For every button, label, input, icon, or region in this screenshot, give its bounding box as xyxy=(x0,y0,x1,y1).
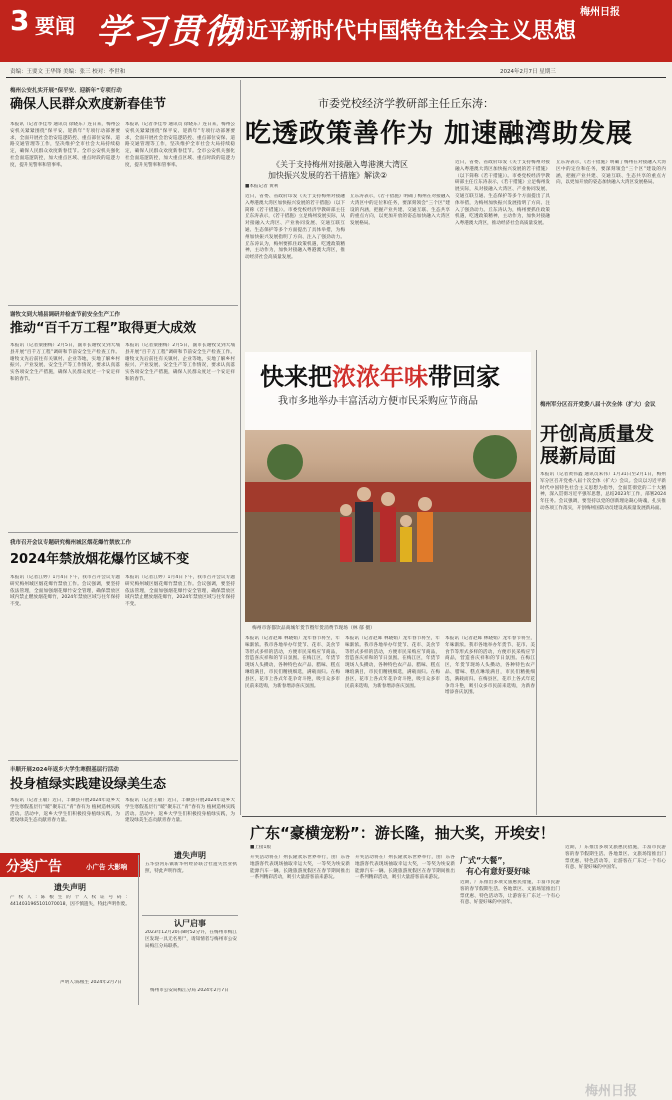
feature-title: 快来把浓浓年味带回家 xyxy=(260,363,500,391)
main-byline: ■本报记者 黄利 xyxy=(245,184,279,189)
divider xyxy=(8,305,238,306)
main-body-col2: 丘东涛表示，《若干措施》明确了梅州在对接融入大湾区中的定位和任务，要深刻领会“三个区”建设的内涵，把握产业共建、交通互联、生态共享的重点方向，以更加开放的姿态加快融入大湾区发展格局。 xyxy=(350,194,450,227)
left-mid-headline: 推动“百千万工程”取得更大成效 xyxy=(10,321,197,336)
bottom-body-col1: 开奖活动将在广州长隆欢乐世界举行，由广东各地游客代表现场抽取幸运大奖，一等奖为埃安新能源汽车一辆。长隆旅游度假区在春节期间推出一系列精彩活动，吸引大量游客前来游玩。 xyxy=(250,855,350,881)
bottom-sub-kicker-2: 有心有意好耍好味 xyxy=(466,867,530,876)
bottom-body-col4: 近期，广东推出多项文旅惠民措施，丰富市民游客的春节假期生活。各地景区、文旅场馆推出门票优惠、特色活动等，让游客在广东过一个有心有意、好耍好味的中国年。 xyxy=(565,845,666,871)
divider xyxy=(242,816,666,817)
left-low-body-col2: 本报讯（记者江婷）1月4日下午，我市召开会议专题研究梅州城区烟花爆竹禁放工作。会议强调，要坚持依法管理，全面加强烟花爆竹安全管理，确保禁放区域内禁止燃放烟花爆竹，2024年禁放区域与往年保持不变。 xyxy=(125,575,235,608)
page-number: 3 xyxy=(10,6,38,36)
feature-body-col3: 本报讯（记者赵晖 林晓娟）龙年春节将至，年味渐浓。我市各地举办年货节、花市、美食节等形式多样的活动，方便市民采购应节商品，营造喜庆祥和的节日氛围。在梅江区，年货节现场人头攒动，各种特色农产品、腊味、糕点琳琅满目，市民们精挑细选，满载而归。在梅县区，花市上各式年花争奇斗艳，吸引众多市民前来选购，为新春增添喜庆氛围。 xyxy=(445,636,535,696)
classified-title: 分类广告 xyxy=(6,859,62,875)
bottom-headline: 广东“豪横宠粉”：游长隆，抽大奖，开埃安！ xyxy=(250,824,555,842)
left-low-kicker: 我市召开会议专题研究梅州城区烟花爆竹禁放工作 xyxy=(10,540,132,546)
masthead-rule xyxy=(6,77,666,78)
divider xyxy=(8,532,238,533)
watermark: 梅州日报 xyxy=(585,1084,638,1099)
left-mid-kicker: 谢牧文到大埔县调研并检查节前安全生产工作 xyxy=(10,312,121,318)
slogan-calligraphy: 学习贯彻 xyxy=(96,12,240,52)
left-top-headline: 确保人民群众欢度新春佳节 xyxy=(10,97,167,112)
notice-2-title: 遗失声明 xyxy=(174,851,206,860)
column-divider xyxy=(536,350,537,815)
main-body-col3: 近日，省委、省政府印发《关于支持梅州对接融入粤港澳大湾区加快振兴发展的若干措施》（以下简称《若干措施》）。市委党校经济学教研部主任丘东涛表示，《若干措施》立足梅州发展实际，从对接融入大湾区、产业协同发展、交通互联互通、生态保护等多个方面提出了具体举措，为梅州加快振兴发展指明了方向、注入了强劲动力。丘东涛认为，梅州要抓住政策机遇，吃透政策精神，主动作为，加快对接融入粤港澳大湾区，推动经济社会高质量发展。 xyxy=(455,160,550,227)
right-kicker: 梅州军分区召开党委八届十次全体（扩大）会议 xyxy=(540,402,656,408)
main-headline: 吃透政策善作为 加速融湾助发展 xyxy=(245,119,634,149)
slogan-text: 习近平新时代中国特色社会主义思想 xyxy=(224,19,577,44)
main-subhead-1: 《关于支持梅州对接融入粤港澳大湾区 xyxy=(272,160,408,169)
classified-subtitle: 小广告 大影响 xyxy=(86,863,128,871)
section-title: 要闻 xyxy=(35,14,75,38)
bottom-sub-kicker: 广式“大餐”， xyxy=(460,856,511,865)
left-top-body-col2: 本报讯（记者李佳琴 通讯员 徐晓东）连日来，梅州公安机关紧紧围绕“保平安、迎新年”专项行动部署要求，全面开展社会治安巡逻防控、重点部位安保、道路交通管理等工作，坚决维护全市社会大局持续稳定，确保人民群众欢度新春佳节。全市公安机关强化社会面巡逻防控，加大重点区域、重点时段的巡逻力度，提升见警率和管事率。 xyxy=(125,122,235,168)
divider xyxy=(138,855,139,1005)
notice-1-sign: 声明人:陈根生 2024年2月7日 xyxy=(60,980,122,985)
left-bottom-kicker: 丰顺开展2024年返乡大学生寒假基层行活动 xyxy=(10,767,119,773)
notice-3-sign: 梅州市公安局梅江分局 2024年2月7日 xyxy=(150,988,229,993)
left-bottom-headline: 投身植绿实践建设绿美生态 xyxy=(10,777,167,792)
column-divider xyxy=(240,80,241,815)
feature-subtitle: 我市多地举办丰富活动方便市民采购应节商品 xyxy=(278,396,478,407)
photo-caption: 梅州市客都饮品商城年货节暨年货消费节现场（林 郁 摄） xyxy=(252,626,375,631)
bottom-body-col2: 开奖活动将在广州长隆欢乐世界举行，由广东各地游客代表现场抽取幸运大奖，一等奖为埃安新能源汽车一辆。长隆旅游度假区在春节期间推出一系列精彩活动，吸引大量游客前来游玩。 xyxy=(355,855,455,881)
divider xyxy=(8,760,238,761)
notice-1-body: 产权人:陈根生的个人权证号码：4414031965101070018，因不慎遗失，特此声明作废。 xyxy=(10,895,130,907)
notice-3-title: 认尸启事 xyxy=(174,919,206,928)
left-top-kicker: 梅州公安扎实开展“保平安、迎新年”专项行动 xyxy=(10,88,122,94)
notice-3-body: 2023年12月20日8时52分许，在梅州市梅江区发现一具无名男尸，请知情者与梅州市公安局梅江分局联系。 xyxy=(145,930,237,949)
main-kicker: 市委党校经济学教研部主任丘东涛： xyxy=(318,97,494,110)
main-subhead-2: 加快振兴发展的若干措施》解读② xyxy=(268,171,388,180)
editor-credits: 责编：王要文 王华锋 美编：张三 校对：李世和 xyxy=(10,69,126,75)
right-body: 本报讯（记者黄伟鑫 通讯员朱伟）1月31日至2月1日，梅州军分区召开党委八届十次全体（扩大）会议。会议以习近平新时代中国特色社会主义思想为指导，全面贯彻党的二十大精神，深入贯彻习近平强军思想，总结2023年工作，部署2024年任务。会议强调，要坚持以党的创新理论凝心铸魂，扎实推动各项工作落实，开创梅州国防动员建设高质量发展新局面。 xyxy=(540,472,666,511)
left-low-body: 本报讯（记者江婷）1月4日下午，我市召开会议专题研究梅州城区烟花爆竹禁放工作。会议强调，要坚持依法管理，全面加强烟花爆竹安全管理，确保禁放区域内禁止燃放烟花爆竹，2024年禁放区域与往年保持不变。 xyxy=(10,575,120,608)
main-body-col1: 近日，省委、省政府印发《关于支持梅州对接融入粤港澳大湾区加快振兴发展的若干措施》（以下简称《若干措施》）。市委党校经济学教研部主任丘东涛表示，《若干措施》立足梅州发展实际，从对接融入大湾区、产业协同发展、交通互联互通、生态保护等多个方面提出了具体举措，为梅州加快振兴发展指明了方向、注入了强劲动力。丘东涛认为，梅州要抓住政策机遇，吃透政策精神，主动作为，加快对接融入粤港澳大湾区，推动经济社会高质量发展。 xyxy=(245,194,345,261)
bottom-body-col3: 近期，广东推出多项文旅惠民措施，丰富市民游客的春节假期生活。各地景区、文旅场馆推出门票优惠、特色活动等，让游客在广东过一个有心有意、好耍好味的中国年。 xyxy=(460,880,560,906)
left-low-headline: 2024年禁放烟花爆竹区域不变 xyxy=(10,552,190,567)
feature-body-col2: 本报讯（记者赵晖 林晓娟）龙年春节将至，年味渐浓。我市各地举办年货节、花市、美食节等形式多样的活动，方便市民采购应节商品，营造喜庆祥和的节日氛围。在梅江区，年货节现场人头攒动，各种特色农产品、腊味、糕点琳琅满目，市民们精挑细选，满载而归。在梅县区，花市上各式年花争奇斗艳，吸引众多市民前来选购，为新春增添喜庆氛围。 xyxy=(345,636,440,689)
bottom-byline: ■上接1版 xyxy=(250,845,272,850)
notice-2-body: 五华县河东镇新华村经济联合社遗失营业执照，特此声明作废。 xyxy=(145,862,237,874)
notice-1-title: 遗失声明 xyxy=(54,883,86,892)
divider xyxy=(142,915,238,916)
right-headline: 开创高质量发展新局面 xyxy=(540,423,655,467)
left-mid-body-col2: 本报讯（记者梁丽梅）2月5日，副市长谢牧文到大埔县开展“百千万工程”调研和节前安全生产检查工作。谢牧文先后前往有关镇村、企业等地，实地了解乡村振兴、产业发展、安全生产等工作情况，要求认真落实各项安全生产措施，确保人民群众度过一个安定祥和的春节。 xyxy=(125,343,235,382)
left-bottom-body: 本报讯（记者王敏）近日，丰顺县开展2024年返乡大学生寒假基层行“暖”聚东江“青”春有为 植树造林实践活动。活动中，返乡大学生们积极投身植绿实践，为建设绿美生态贡献青春力量。 xyxy=(10,798,120,824)
issue-date: 2024年2月7日 星期三 xyxy=(500,69,556,75)
feature-body-col1: 本报讯（记者赵晖 林晓娟）龙年春节将至，年味渐浓。我市各地举办年货节、花市、美食节等形式多样的活动，方便市民采购应节商品，营造喜庆祥和的节日氛围。在梅江区，年货节现场人头攒动，各种特色农产品、腊味、糕点琳琅满目，市民们精挑细选，满载而归。在梅县区，花市上各式年花争奇斗艳，吸引众多市民前来选购，为新春增添喜庆氛围。 xyxy=(245,636,340,689)
left-mid-body: 本报讯（记者梁丽梅）2月5日，副市长谢牧文到大埔县开展“百千万工程”调研和节前安全生产检查工作。谢牧文先后前往有关镇村、企业等地，实地了解乡村振兴、产业发展、安全生产等工作情况，要求认真落实各项安全生产措施，确保人民群众度过一个安定祥和的春节。 xyxy=(10,343,120,382)
newspaper-logo: 梅州日报 xyxy=(580,7,620,18)
main-body-col4: 丘东涛表示，《若干措施》明确了梅州在对接融入大湾区中的定位和任务，要深刻领会“三个区”建设的内涵，把握产业共建、交通互联、生态共享的重点方向，以更加开放的姿态加快融入大湾区发展格局。 xyxy=(556,160,666,186)
left-top-body: 本报讯（记者李佳琴 通讯员 徐晓东）连日来，梅州公安机关紧紧围绕“保平安、迎新年”专项行动部署要求，全面开展社会治安巡逻防控、重点部位安保、道路交通管理等工作，坚决维护全市社会大局持续稳定，确保人民群众欢度新春佳节。全市公安机关强化社会面巡逻防控，加大重点区域、重点时段的巡逻力度，提升见警率和管事率。 xyxy=(10,122,120,168)
left-bottom-body-col2: 本报讯（记者王敏）近日，丰顺县开展2024年返乡大学生寒假基层行“暖”聚东江“青”春有为 植树造林实践活动。活动中，返乡大学生们积极投身植绿实践，为建设绿美生态贡献青春力量。 xyxy=(125,798,235,824)
